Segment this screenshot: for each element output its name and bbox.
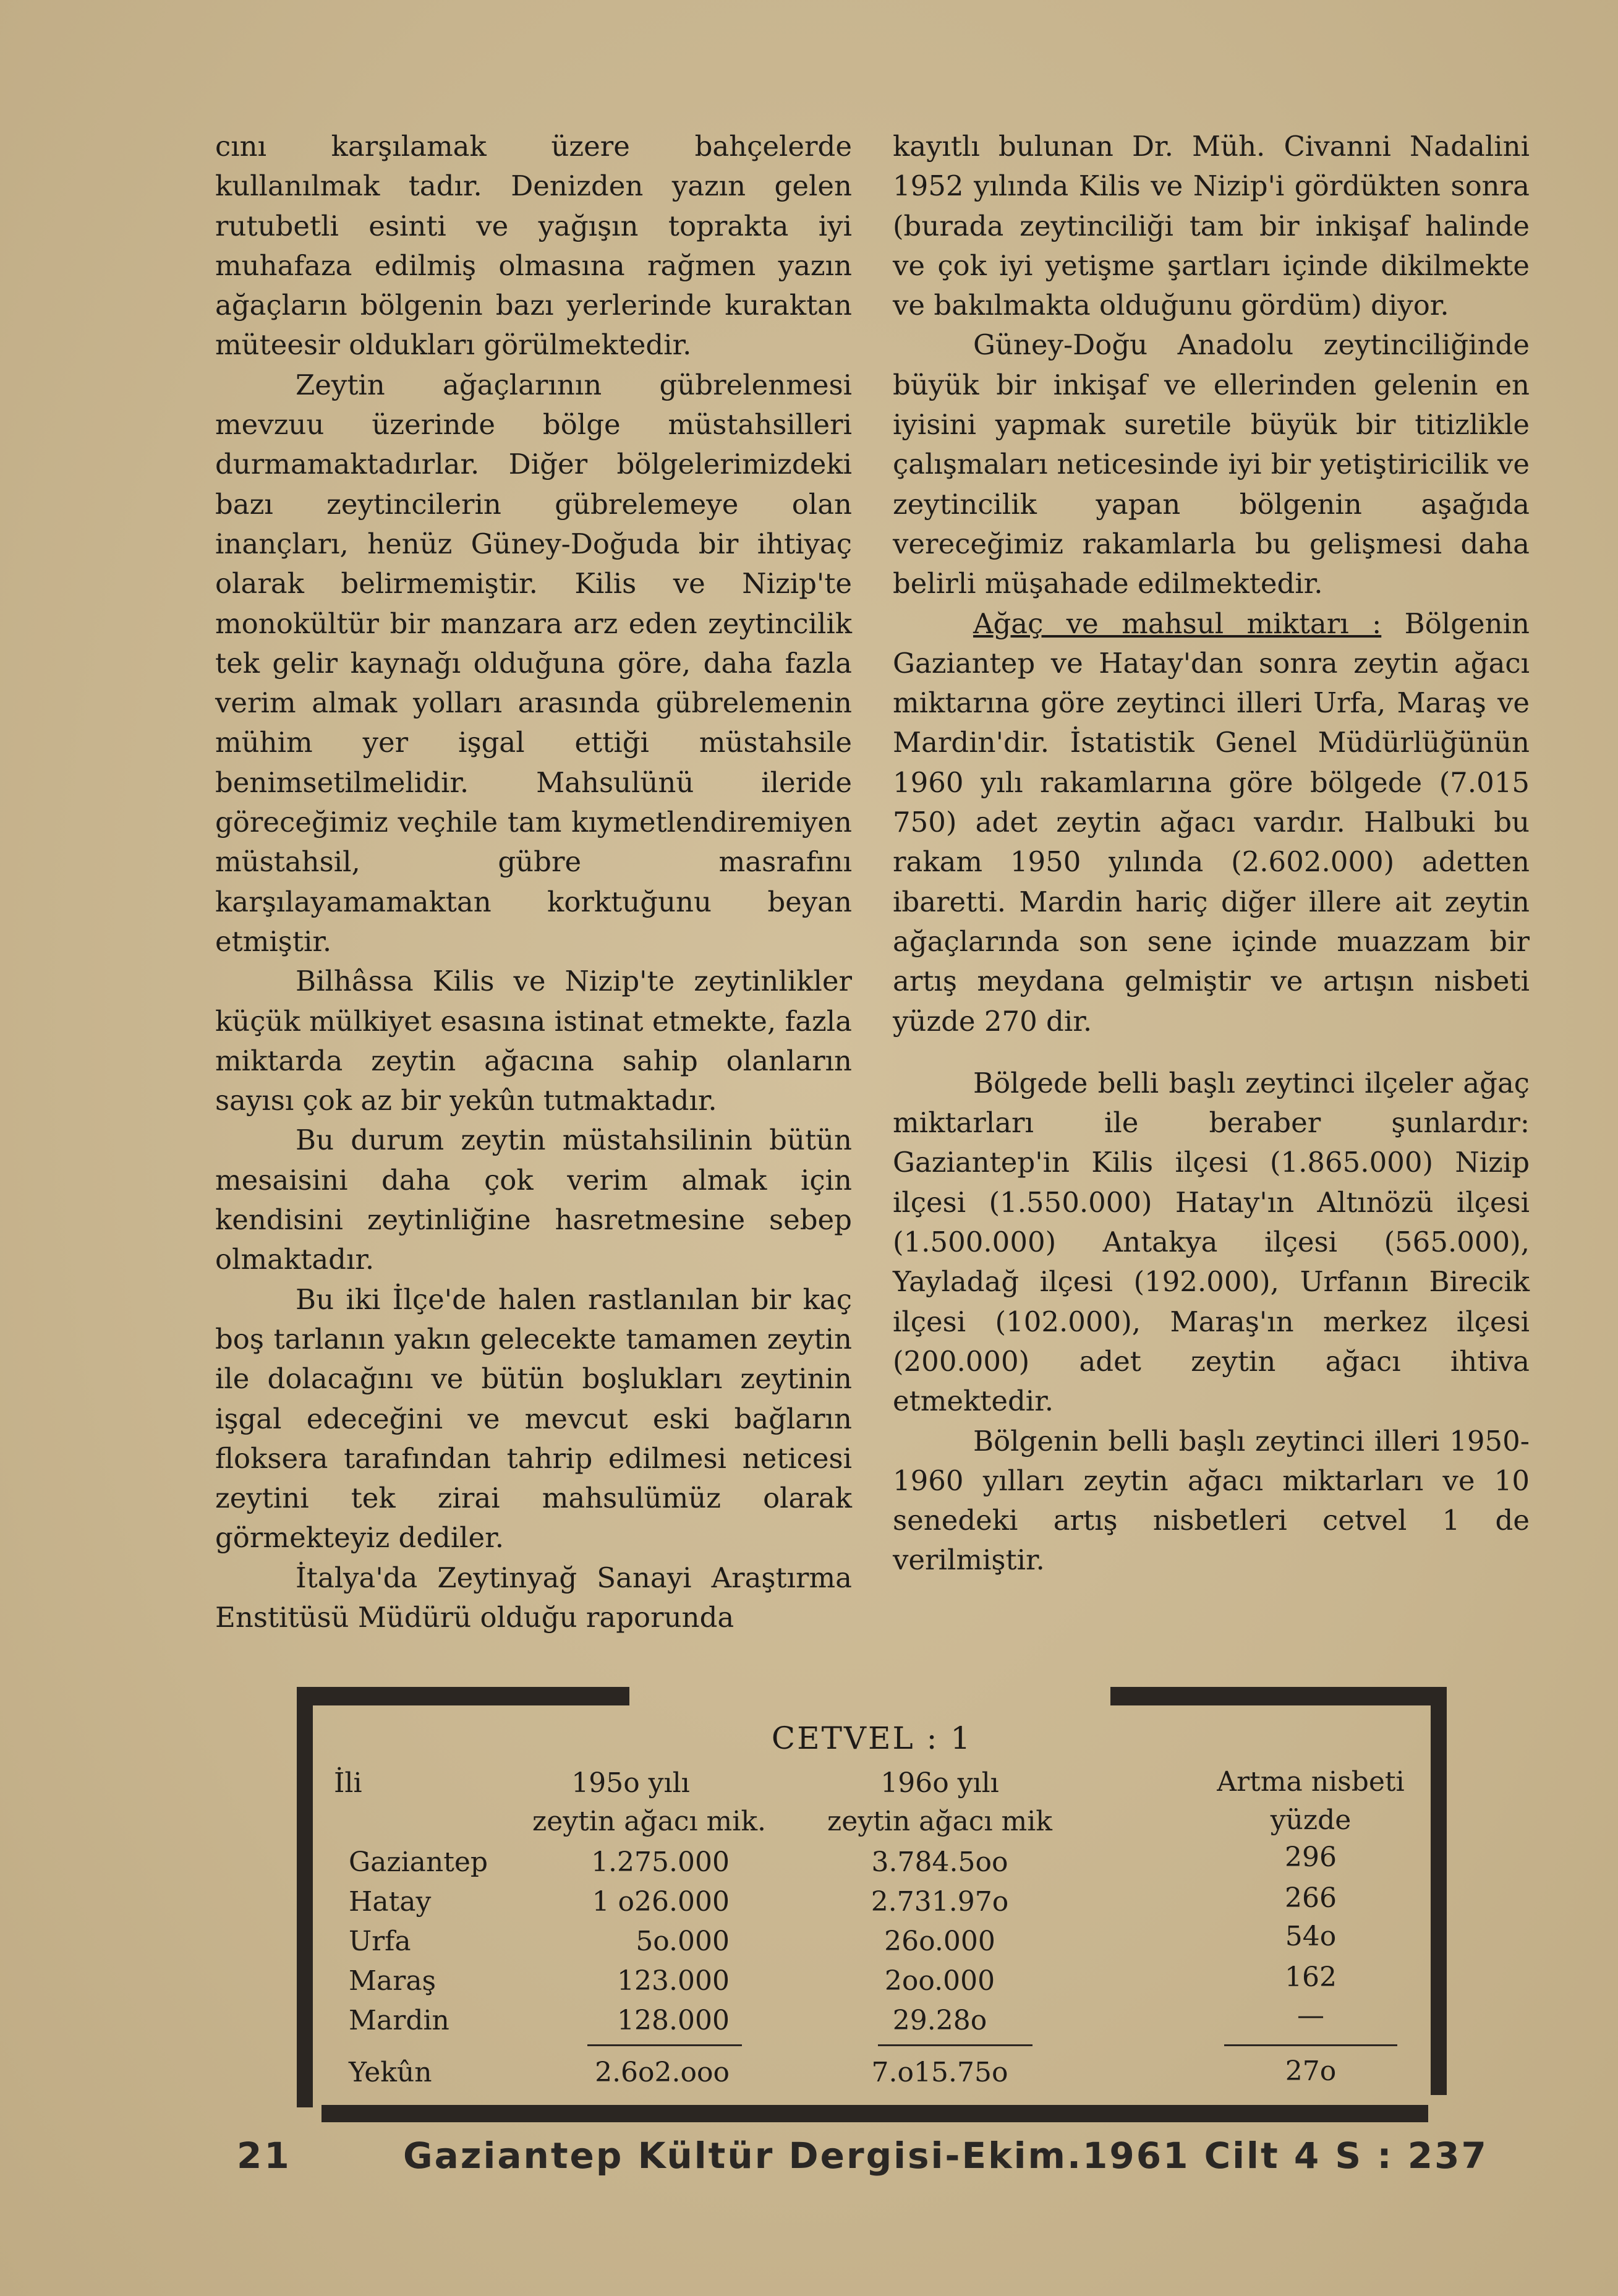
cell-1960: 2.731.97o	[871, 1886, 1009, 1918]
paragraph: Bölgenin belli başlı zeytinci illeri 1950-1960 yılları zeytin ağacı miktarları ve 10 senedeki artış nisbetleri cetvel 1 de verilmiştir.	[893, 1424, 1530, 1577]
table-border	[1110, 1687, 1447, 1705]
cell-1950: 123.000	[617, 1965, 730, 1997]
cell-1950: 2.6o2.ooo	[595, 2057, 730, 2088]
cell-1960: 29.28o	[892, 2005, 987, 2036]
header-1950: 195o yılı	[571, 1767, 690, 1799]
page-footer	[0, 2126, 1618, 2194]
cell-1960: 2oo.000	[884, 1965, 995, 1997]
paragraph: Zeytin ağaçlarının gübrelenmesi mevzuu üzerinde bölge müstahsilleri durmamaktadırlar. Diğer bölgelerimizdeki bazı zeytincilerin gübrelemeye olan inançları, henüz Güney-Doğuda bir ihtiyaç olarak belirmemiştir. Kilis ve Nizip'te monokültür bir manzara arz eden zeytincilik tek gelir kaynağı olduğuna göre, daha fazla verim almak yolları arasında gübrelemenin mühim yer işgal ettiği müstahsile benimsetilmelidir. Mahsulünü ileride göreceğimiz veçhile tam kıymetlendiremiyen müstahsil, gübre masrafını karşılayamamaktan korktuğunu beyan etmiştir.	[215, 368, 852, 958]
header-1960-sub: zeytin ağacı mik	[827, 1806, 1052, 1837]
paragraph-body: Bölgenin Gaziantep ve Hatay'dan sonra zeytin ağacı miktarına göre zeytinci illeri Urfa, Maraş ve Mardin'dir. İstatistik Genel Müdürlüğünün 1960 yılı rakamlarına göre bölgede (7.015 750) adet zeytin ağacı vardır. Halbuki bu rakam 1950 yılında (2.602.000) adetten ibaretti. Mardin hariç diğer illere ait zeytin ağaçlarında son sene içinde muazzam bir artış meydana gelmiştir ve artışın nisbeti yüzde 270 dir.	[893, 607, 1530, 1038]
paragraph: Bu iki İlçe'de halen rastlanılan bir kaç boş tarlanın yakın gelecekte tamamen zeytin ile dolacağını ve bütün boşlukları zeytinin işgal edeceğini ve mevcut eski bağların floksera tarafından tahrip edilmesi neticesi zeytini tek zirai mahsulümüz olarak görmekteyiz dediler.	[215, 1282, 852, 1555]
header-artma: Artma nisbeti	[1217, 1766, 1405, 1798]
paragraph	[893, 604, 1530, 1041]
paragraph: Bilhâssa Kilis ve Nizip'te zeytinlikler küçük mülkiyet esasına istinat etmekte, fazla miktarda zeytin ağacına sahip olanların sayısı çok az bir yekûn tutmaktadır.	[215, 965, 852, 1117]
cell-artma: 54o	[1285, 1921, 1337, 1952]
page-number: 21	[237, 2135, 292, 2177]
table-title: CETVEL : 1	[771, 1720, 973, 1756]
header-il: İli	[334, 1767, 362, 1799]
cell-1950: 1.275.000	[591, 1846, 730, 1878]
cell-1960: 7.o15.75o	[871, 2057, 1008, 2088]
header-artma-sub: yüzde	[1270, 1804, 1352, 1836]
cell-1960: 26o.000	[884, 1926, 995, 1957]
magazine-citation: Gaziantep Kültür Dergisi-Ekim.1961 Cilt 4 S : 237	[403, 2135, 1488, 2177]
paragraph: İtalya'da Zeytinyağ Sanayi Araştırma Enstitüsü Müdürü olduğu raporunda	[215, 1561, 852, 1634]
cell-artma: 27o	[1285, 2055, 1337, 2087]
paragraph: cını karşılamak üzere bahçelerde kullanılmak tadır. Denizden yazın gelen rutubetli esinti ve yağışın toprakta iyi muhafaza edilmiş olmasına rağmen yazın ağaçların bölgenin bazı yerlerinde kuraktan müteesir oldukları görülmektedir.	[215, 130, 852, 362]
sum-rule	[587, 2044, 742, 2046]
cell-artma: 296	[1285, 1841, 1337, 1873]
cell-il: Gaziantep	[349, 1846, 488, 1878]
cell-artma: 266	[1285, 1882, 1337, 1914]
cetvel-table	[297, 1687, 1447, 2126]
cell-il: Mardin	[349, 2005, 449, 2036]
paragraph: Güney-Doğu Anadolu zeytinciliğinde büyük bir inkişaf ve ellerinden gelenin en iyisini yapmak suretile büyük bir titizlikle çalışmaları neticesinde iyi bir yetiştiricilik ve zeytincilik yapan bölgenin aşağıda vereceğimiz rakamlarla bu gelişmesi daha belirli müşahade edilmektedir.	[893, 328, 1530, 600]
section-heading: Ağaç ve mahsul miktarı :	[973, 607, 1382, 640]
cell-il: Yekûn	[349, 2057, 432, 2088]
sum-rule	[878, 2044, 1033, 2046]
cell-artma: 162	[1285, 1961, 1337, 1993]
cell-il: Hatay	[349, 1886, 432, 1918]
sum-rule	[1224, 2044, 1397, 2046]
header-1950-sub: zeytin ağacı mik.	[532, 1806, 766, 1837]
cell-il: Maraş	[349, 1965, 436, 1997]
header-1960: 196o yılı	[880, 1767, 999, 1799]
cell-1960: 3.784.5oo	[871, 1846, 1008, 1878]
table-border	[321, 2105, 1428, 2122]
cell-il: Urfa	[349, 1926, 411, 1957]
cell-1950: 1 o26.000	[592, 1886, 730, 1918]
left-column	[215, 127, 852, 1637]
cell-1950: 5o.000	[636, 1926, 730, 1957]
right-column	[893, 127, 1530, 1581]
table-border	[297, 1687, 629, 1705]
paragraph: kayıtlı bulunan Dr. Müh. Civanni Nadalini 1952 yılında Kilis ve Nizip'i gördükten sonra (burada zeytinciliği tam bir inkişaf halinde ve çok iyi yetişme şartları içinde dikilmekte ve bakılmakta olduğunu gördüm) diyor.	[893, 130, 1530, 322]
cell-1950: 128.000	[617, 2005, 730, 2036]
cell-artma: —	[1297, 2000, 1324, 2031]
paragraph: Bölgede belli başlı zeytinci ilçeler ağaç miktarları ile beraber şunlardır: Gaziantep'in Kilis ilçesi (1.865.000) Nizip ilçesi (1.550.000) Hatay'ın Altınözü ilçesi (1.500.000) Antakya ilçesi (565.000), Yayladağ ilçesi (192.000), Urfanın Birecik ilçesi (102.000), Maraş'ın merkez ilçesi (200.000) adet zeytin ağacı ihtiva etmektedir.	[893, 1066, 1530, 1418]
paragraph: Bu durum zeytin müstahsilinin bütün mesaisini daha çok verim almak için kendisini zeytinliğine hasretmesine sebep olmaktadır.	[215, 1124, 852, 1276]
